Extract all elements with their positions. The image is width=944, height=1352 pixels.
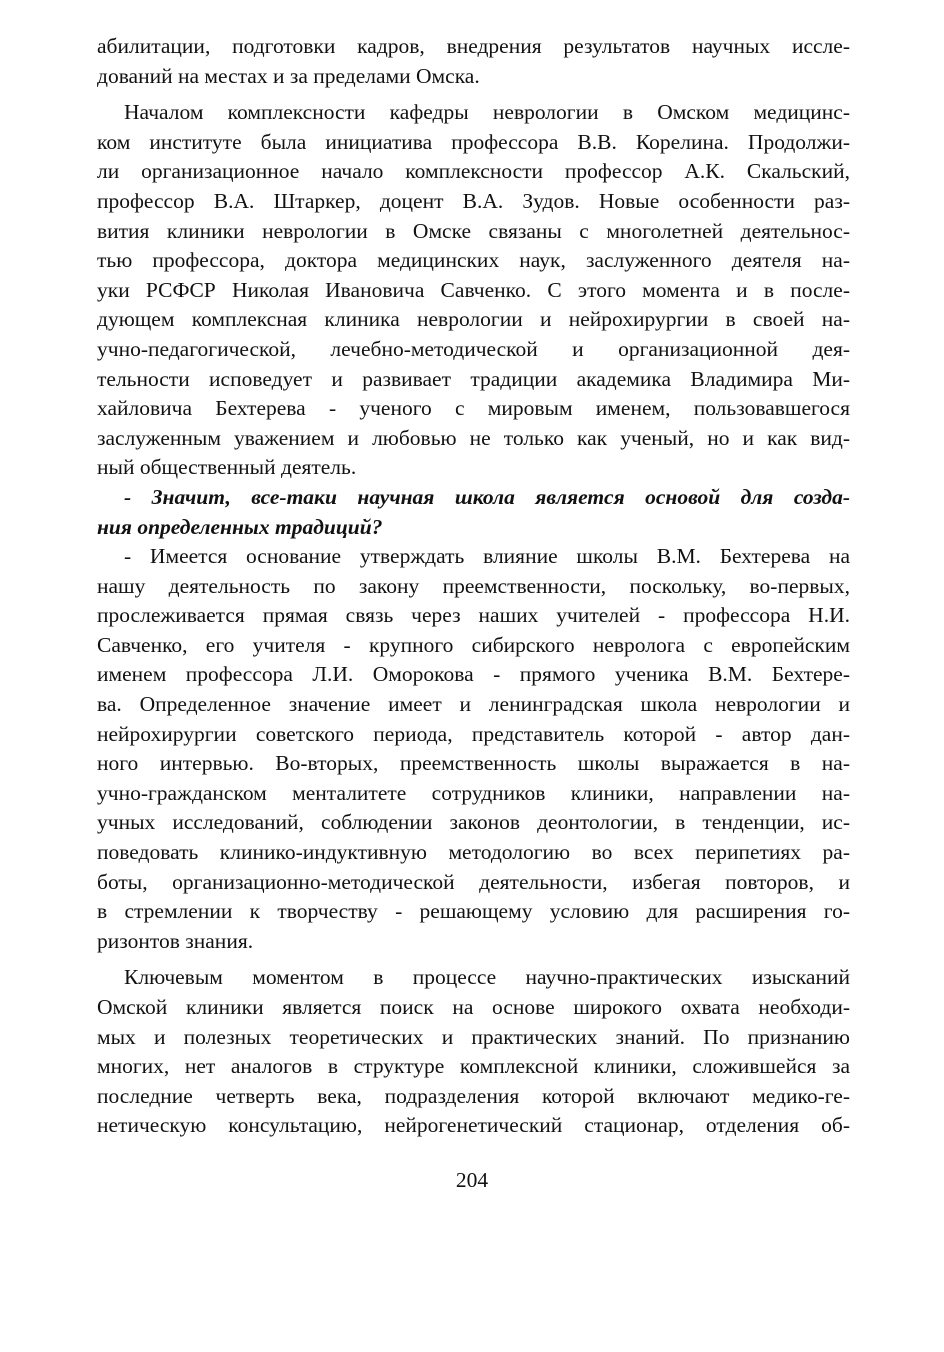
text-line: последние четверть века, подразделения которой включают медико-ге-	[97, 1083, 850, 1108]
text-line: тельности исповедует и развивает традиции академика Владимира Ми-	[97, 366, 850, 391]
text-line: нетическую консультацию, нейрогенетический стационар, отделения об-	[97, 1113, 850, 1138]
text-line: ного интервью. Во-вторых, преемственность школы выражается в на-	[97, 751, 850, 776]
text-line: нейрохирургии советского периода, представитель которой - автор дан-	[97, 721, 850, 746]
text-line: - Имеется основание утверждать влияние школы В.М. Бехтерева на	[124, 544, 850, 569]
text-line: тью профессора, доктора медицинских наук, заслуженного деятеля на-	[97, 248, 850, 273]
text-line: дующем комплексная клиника неврологии и нейрохирургии в своей на-	[97, 307, 850, 332]
text-line: Ключевым моментом в процессе научно-практических изысканий	[124, 965, 850, 990]
text-line: вития клиники неврологии в Омске связаны с многолетней деятельнос-	[97, 218, 850, 243]
text-line: Омской клиники является поиск на основе широкого охвата необходи-	[97, 995, 850, 1019]
text-line: учно-гражданском менталитете сотрудников клиники, направлении на-	[97, 780, 850, 805]
paragraph-continuation	[97, 32, 850, 91]
paragraph-key-moment	[97, 963, 850, 1141]
page-body	[97, 32, 850, 1141]
text-line: учных исследований, соблюдении законов деонтологии, в тенденции, ис-	[97, 810, 850, 835]
text-line: дований на местах и за пределами Омска.	[97, 63, 480, 88]
interview-answer	[97, 542, 850, 956]
text-line: нашу деятельность по закону преемственности, поскольку, во-первых,	[97, 573, 850, 598]
text-line: Савченко, его учителя - крупного сибирского невролога с европейским	[97, 632, 850, 657]
text-line: ли организационное начало комплексности профессор А.К. Скальский,	[97, 159, 850, 184]
text-line: многих, нет аналогов в структуре комплексной клиники, сложившейся за	[97, 1054, 850, 1079]
text-line: - Значит, все-таки научная школа является основой для созда-	[124, 484, 850, 509]
text-line: ва. Определенное значение имеет и ленинградская школа неврологии и	[97, 692, 850, 717]
text-line: боты, организационно-методической деятельности, избегая повторов, и	[97, 869, 850, 894]
text-line: Началом комплексности кафедры неврологии в Омском медицинс-	[124, 100, 850, 125]
text-line: именем профессора Л.И. Оморокова - прямого ученика В.М. Бехтере-	[97, 662, 850, 687]
text-line: поведовать клинико-индуктивную методологию во всех перипетиях ра-	[97, 840, 850, 865]
interview-question	[97, 483, 850, 542]
text-line: заслуженным уважением и любовью не только как ученый, но и как вид-	[97, 425, 850, 450]
text-line: абилитации, подготовки кадров, внедрения результатов научных иссле-	[97, 34, 850, 58]
text-line: уки РСФСР Николая Ивановича Савченко. С этого момента и в после-	[97, 277, 850, 302]
text-line: ный общественный деятель.	[97, 455, 357, 480]
text-line: в стремлении к творчеству - решающему условию для расширения го-	[97, 899, 850, 924]
page-number: 204	[455, 1168, 489, 1192]
paragraph-clinic-history	[97, 98, 850, 483]
text-line: прослеживается прямая связь через наших учителей - профессора Н.И.	[97, 603, 850, 628]
text-line: ния определенных традиций?	[97, 514, 383, 539]
text-line: учно-педагогической, лечебно-методической и организационной дея-	[97, 336, 850, 361]
text-line: мых и полезных теоретических и практических знаний. По признанию	[97, 1024, 850, 1049]
text-line: ком институте была инициатива профессора В.В. Корелина. Продолжи-	[97, 129, 850, 154]
text-line: профессор В.А. Штаркер, доцент В.А. Зудов. Новые особенности раз-	[97, 188, 850, 213]
text-line: хайловича Бехтерева - ученого с мировым именем, пользовавшегося	[97, 396, 850, 421]
text-line: ризонтов знания.	[97, 928, 254, 953]
